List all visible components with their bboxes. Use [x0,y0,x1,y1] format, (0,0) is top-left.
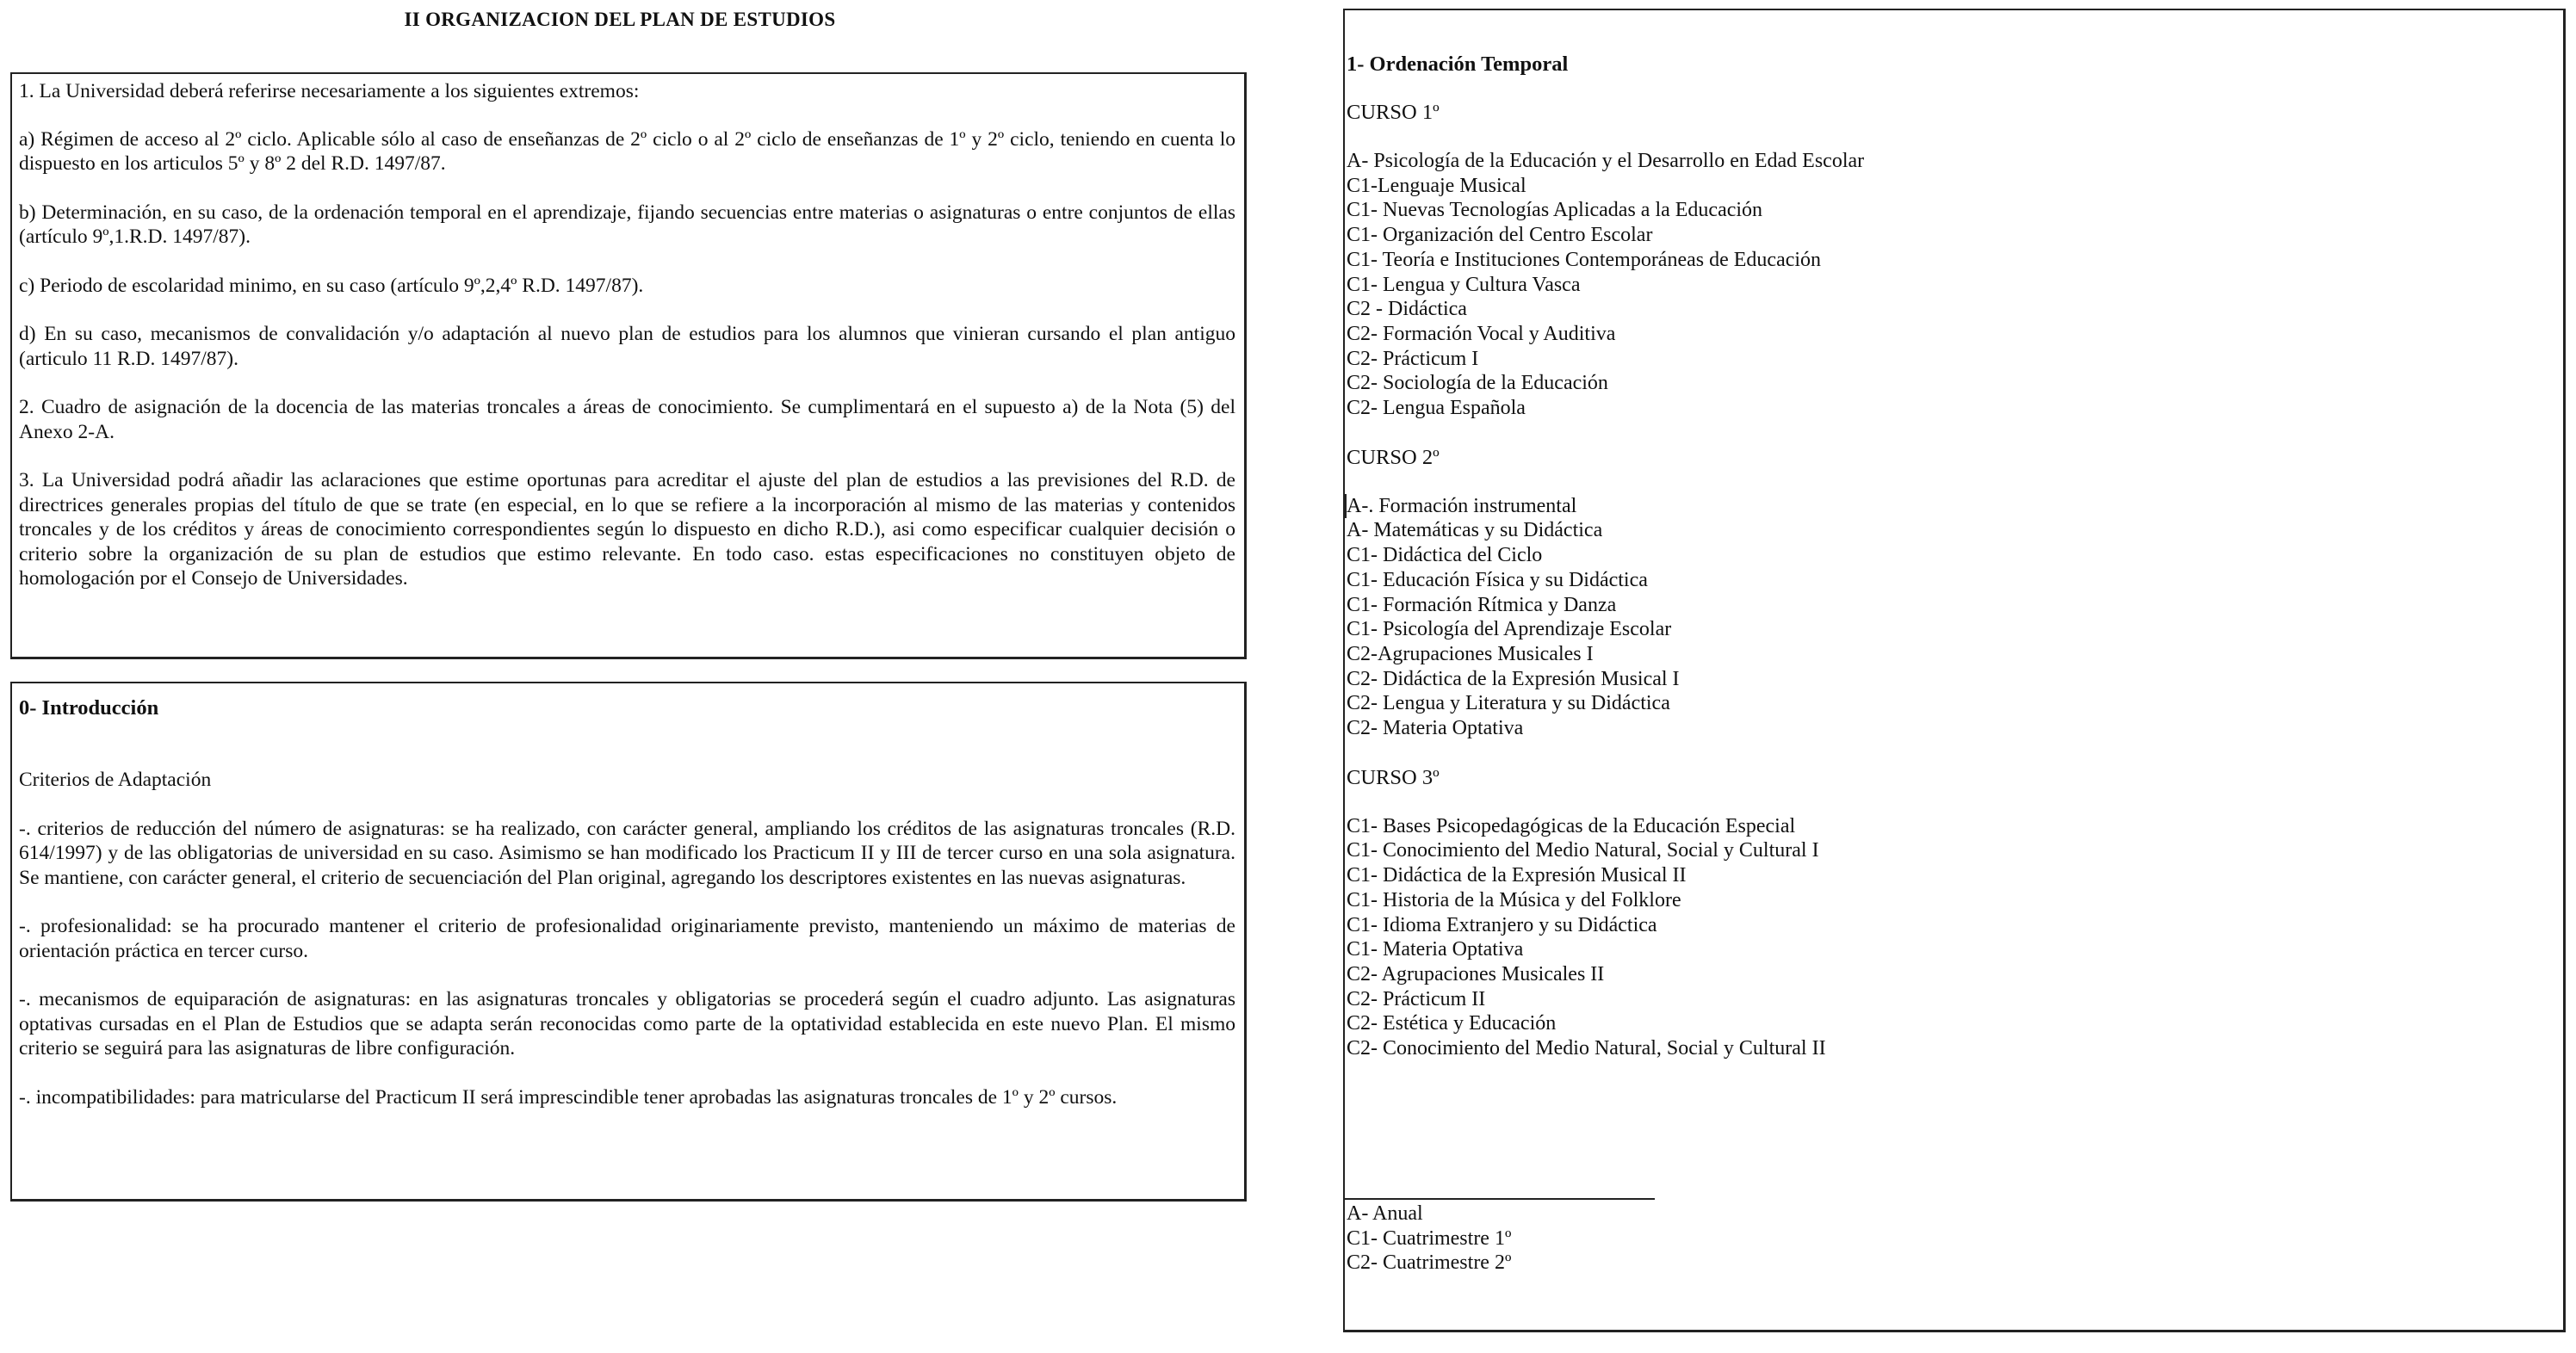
page-title: II ORGANIZACION DEL PLAN DE ESTUDIOS [404,9,836,30]
subject-item: C1- Conocimiento del Medio Natural, Social y Cultural I [1347,839,1819,862]
subject-item: C1- Historia de la Música y del Folklore [1347,888,1681,911]
introduction-box [10,682,1247,1202]
course-1-title: CURSO 1º [1347,101,1440,124]
legend [1347,1202,1511,1276]
subject-item: C2- Conocimiento del Medio Natural, Social y Cultural II [1347,1037,1826,1060]
subject-item: C1- Psicología del Aprendizaje Escolar [1347,618,1672,641]
subject-item: C1-Lenguaje Musical [1347,174,1526,197]
introduction-heading: 0- Introducción [19,696,159,720]
subject-item: C2- Prácticum I [1347,347,1479,370]
subject-item: C1- Idioma Extranjero y su Didáctica [1347,913,1657,936]
requirement-2: 2. Cuadro de asignación de la docencia de las materias troncales a áreas de conocimiento. Se cumplimentará en el supuesto a) de la Nota (5) del Anexo 2-A. [19,396,1235,443]
subject-item: C1- Lengua y Cultura Vasca [1347,273,1581,296]
legend-item-annual: A- Anual [1347,1202,1423,1225]
course-1-subjects [1347,149,2551,421]
legend-item-first-term: C1- Cuatrimestre 1º [1347,1226,1512,1250]
subject-item: C1- Organización del Centro Escolar [1347,224,1653,247]
criterion-professionalism: -. profesionalidad: se ha procurado mantener el criterio de profesionalidad originariamente previsto, manteniendo un máximo de materias de orientación práctica en tercer curso. [19,915,1235,962]
subject-item: C2-Agrupaciones Musicales I [1347,642,1594,665]
subject-item: C2- Prácticum II [1347,987,1486,1010]
requirement-d: d) En su caso, mecanismos de convalidación y/o adaptación al nuevo plan de estudios para los alumnos que vinieran cursando el plan antiguo (articulo 11 R.D. 1497/87). [19,323,1235,370]
subject-item: C1- Educación Física y su Didáctica [1347,568,1648,591]
legend-divider [1345,1198,1655,1200]
subject-item: C1- Materia Optativa [1347,938,1524,961]
subject-item: C2- Lengua Española [1347,397,1526,420]
requirement-c: c) Periodo de escolaridad minimo, en su caso (artículo 9º,2,4º R.D. 1497/87). [19,274,644,297]
adaptation-criteria-subheading: Criterios de Adaptación [19,769,212,791]
requirement-3: 3. La Universidad podrá añadir las aclaraciones que estime oportunas para acreditar el ajuste del plan de estudios a las previsiones del R.D. de directrices generales propias del título de que se trate (en especial, en lo que se refiere a la incorporación al mismo de las materias y contenidos troncales y de los créditos y áreas de conocimiento correspondientes según lo dispuesto en dicho R.D.), asi como especificar cualquier decisión o criterio sobre la organización de su plan de estudios que estimo relevante. En todo caso. estas especificaciones no constituyen objeto de homologación por el Consejo de Universidades. [19,469,1235,590]
subject-item: C2- Lengua y Literatura y su Didáctica [1347,692,1670,715]
subject-item: A-. Formación instrumental [1345,494,2551,519]
subject-item: C1- Teoría e Instituciones Contemporáneas de Educación [1347,248,1822,271]
temporal-ordering-heading: 1- Ordenación Temporal [1347,53,1569,76]
requirement-b: b) Determinación, en su caso, de la ordenación temporal en el aprendizaje, fijando secuencias entre materias o asignaturas o entre conjuntos de ellas (artículo 9º,1.R.D. 1497/87). [19,201,1235,248]
legend-item-second-term: C2- Cuatrimestre 2º [1347,1251,1512,1275]
subject-item: C2- Agrupaciones Musicales II [1347,962,1605,985]
requirements-box [10,72,1247,659]
subject-item: C1- Formación Rítmica y Danza [1347,593,1617,616]
subject-item: A- Matemáticas y su Didáctica [1347,519,1603,542]
course-3-subjects [1347,814,2551,1061]
criterion-incompatibilities: -. incompatibilidades: para matricularse del Practicum II será imprescindible tener aprobadas las asignaturas troncales de 1º y 2º cursos. [19,1085,1118,1109]
subject-item: C1- Bases Psicopedagógicas de la Educación Especial [1347,814,1796,837]
subject-item: C2- Estética y Educación [1347,1012,1557,1035]
requirements-intro: 1. La Universidad deberá referirse necesariamente a los siguientes extremos: [19,80,640,102]
temporal-ordering-box [1343,9,2566,1332]
course-2-subjects [1347,494,2551,741]
criterion-reduction: -. criterios de reducción del número de asignaturas: se ha realizado, con carácter general, ampliando los créditos de las asignaturas troncales (R.D. 614/1997) y de las obligatorias de universidad en su caso. Asimismo se han modificado los Practicum II y III de tercer curso en una sola asignatura. Se mantiene, con carácter general, el criterio de secuenciación del Plan original, agregando los descriptores existentes en las nuevas asignaturas. [19,817,1235,889]
subject-item: C1- Nuevas Tecnologías Aplicadas a la Educación [1347,199,1763,222]
subject-item: C2- Materia Optativa [1347,717,1524,740]
subject-item: C2- Sociología de la Educación [1347,372,1608,395]
subject-item: C2- Didáctica de la Expresión Musical I [1347,667,1680,690]
subject-item: C1- Didáctica del Ciclo [1347,544,1543,567]
subject-item: C2- Formación Vocal y Auditiva [1347,322,1616,345]
course-3-title: CURSO 3º [1347,765,1440,789]
criterion-equivalence: -. mecanismos de equiparación de asignaturas: en las asignaturas troncales y obligatorias se procederá según el cuadro adjunto. Las asignaturas optativas cursadas en el Plan de Estudios que se adapta serán reconocidas como parte de la optatividad establecida en este nuevo Plan. El mismo criterio se seguirá para las asignaturas de libre configuración. [19,988,1235,1060]
subject-item: A- Psicología de la Educación y el Desarrollo en Edad Escolar [1347,150,1865,172]
subject-item: C1- Didáctica de la Expresión Musical II [1347,864,1687,887]
course-2-title: CURSO 2º [1347,445,1440,469]
subject-item: C2 - Didáctica [1347,298,1467,321]
requirement-a: a) Régimen de acceso al 2º ciclo. Aplicable sólo al caso de enseñanzas de 2º ciclo o al 2º ciclo de enseñanzas de 1º y 2º ciclo, teniendo en cuenta lo dispuesto en los articulos 5º y 8º 2 del R.D. 1497/87. [19,127,1235,175]
